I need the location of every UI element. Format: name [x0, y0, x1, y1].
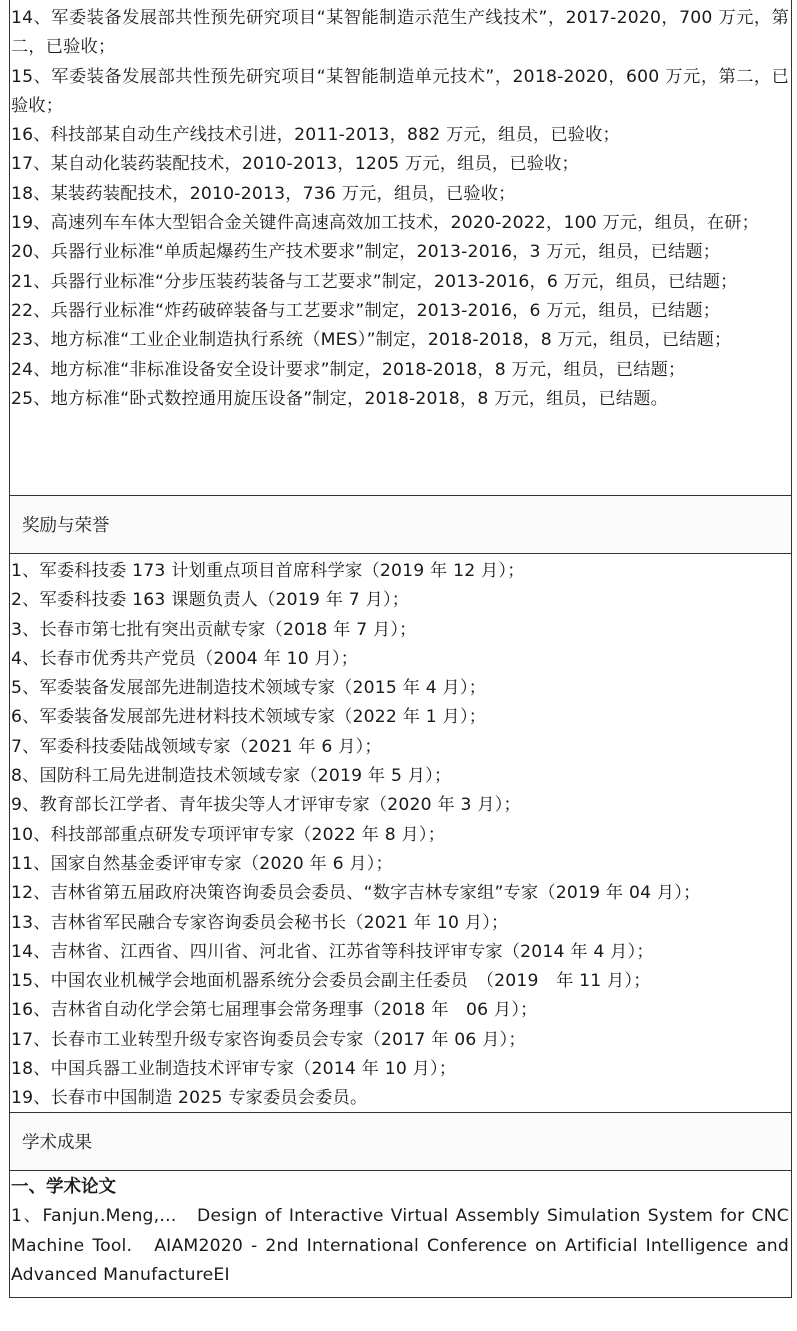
- academic-section: [10, 1170, 791, 1297]
- award-item: 19、长春市中国制造 2025 专家委员会委员。: [11, 1088, 368, 1109]
- award-item: 9、教育部长江学者、青年拔尖等人才评审专家（2020 年 3 月）；: [11, 795, 521, 816]
- award-item: 5、军委装备发展部先进制造技术领域专家（2015 年 4 月）；: [11, 678, 487, 699]
- award-item: 15、中国农业机械学会地面机器系统分会委员会副主任委员 （2019 年 11 月）；: [11, 971, 651, 992]
- project-item: 24、地方标准“非标准设备安全设计要求”制定，2018-2018，8 万元，组员，已结题；: [11, 359, 686, 380]
- award-item: 6、军委装备发展部先进材料技术领域专家（2022 年 1 月）；: [11, 707, 487, 728]
- project-item: 25、地方标准“卧式数控通用旋压设备”制定，2018-2018，8 万元，组员，已结题。: [11, 388, 669, 409]
- project-item: 22、兵器行业标准“炸药破碎装备与工艺要求”制定，2013-2016，6 万元，组员，已结题；: [11, 300, 721, 321]
- resume-table: [9, 0, 792, 1298]
- academic-heading-text: 学术成果: [22, 1133, 92, 1153]
- award-item: 11、国家自然基金委评审专家（2020 年 6 月）；: [11, 853, 393, 874]
- awards-section: [10, 553, 791, 1112]
- awards-heading: [10, 495, 791, 553]
- award-item: 17、长春市工业转型升级专家咨询委员会专家（2017 年 06 月）；: [11, 1029, 526, 1050]
- award-item: 3、长春市第七批有突出贡献专家（2018 年 7 月）；: [11, 619, 417, 640]
- project-item: 20、兵器行业标准“单质起爆药生产技术要求”制定，2013-2016，3 万元，组员，已结题；: [11, 242, 721, 263]
- project-item: 16、科技部某自动生产线技术引进，2011-2013，882 万元，组员，已验收；: [11, 125, 620, 146]
- project-item: 14、军委装备发展部共性预先研究项目“某智能制造示范生产线技术”，2017-2020，700 万元，第二，已验收；: [11, 8, 789, 58]
- project-item: 18、某装药装配技术，2010-2013，736 万元，组员，已验收；: [11, 183, 516, 204]
- award-item: 7、军委科技委陆战领域专家（2021 年 6 月）；: [11, 736, 382, 757]
- project-item: 21、兵器行业标准“分步压装药装备与工艺要求”制定，2013-2016，6 万元，组员，已结题；: [11, 271, 738, 292]
- projects-section: [10, 0, 791, 495]
- award-item: 14、吉林省、江西省、四川省、河北省、江苏省等科技评审专家（2014 年 4 月）；: [11, 941, 654, 962]
- award-item: 8、国防科工局先进制造技术领域专家（2019 年 5 月）；: [11, 766, 452, 787]
- project-item: 23、地方标准“工业企业制造执行系统（MES）”制定，2018-2018，8 万元，组员，已结题；: [11, 330, 732, 351]
- award-item: 16、吉林省自动化学会第七届理事会常务理事（2018 年 06 月）；: [11, 1000, 538, 1021]
- papers-subheading: 一、学术论文: [11, 1177, 116, 1197]
- project-item: 15、军委装备发展部共性预先研究项目“某智能制造单元技术”，2018-2020，600 万元，第二，已验收；: [11, 66, 789, 116]
- award-item: 18、中国兵器工业制造技术评审专家（2014 年 10 月）；: [11, 1059, 457, 1080]
- paper-entry: 1、Fanjun.Meng,… Design of Interactive Virtual Assembly Simulation System for CNC Machine Tool. AIAM2020 - 2nd International Conference on Artificial Intelligence and Advanced ManufactureEI: [11, 1206, 789, 1285]
- award-item: 1、军委科技委 173 计划重点项目首席科学家（2019 年 12 月）；: [11, 561, 525, 581]
- academic-heading: [10, 1112, 791, 1170]
- award-item: 13、吉林省军民融合专家咨询委员会秘书长（2021 年 10 月）；: [11, 912, 509, 933]
- award-item: 2、军委科技委 163 课题负责人（2019 年 7 月）；: [11, 590, 410, 611]
- project-item: 19、高速列车车体大型铝合金关键件高速高效加工技术，2020-2022，100 万元，组员，在研；: [11, 213, 760, 234]
- awards-heading-text: 奖励与荣誉: [22, 516, 110, 536]
- project-item: 17、某自动化装药装配技术，2010-2013，1205 万元，组员，已验收；: [11, 154, 579, 175]
- award-item: 12、吉林省第五届政府决策咨询委员会委员、“数字吉林专家组”专家（2019 年 04 月）；: [11, 883, 701, 904]
- award-item: 10、科技部部重点研发专项评审专家（2022 年 8 月）；: [11, 824, 446, 845]
- award-item: 4、长春市优秀共产党员（2004 年 10 月）；: [11, 648, 359, 669]
